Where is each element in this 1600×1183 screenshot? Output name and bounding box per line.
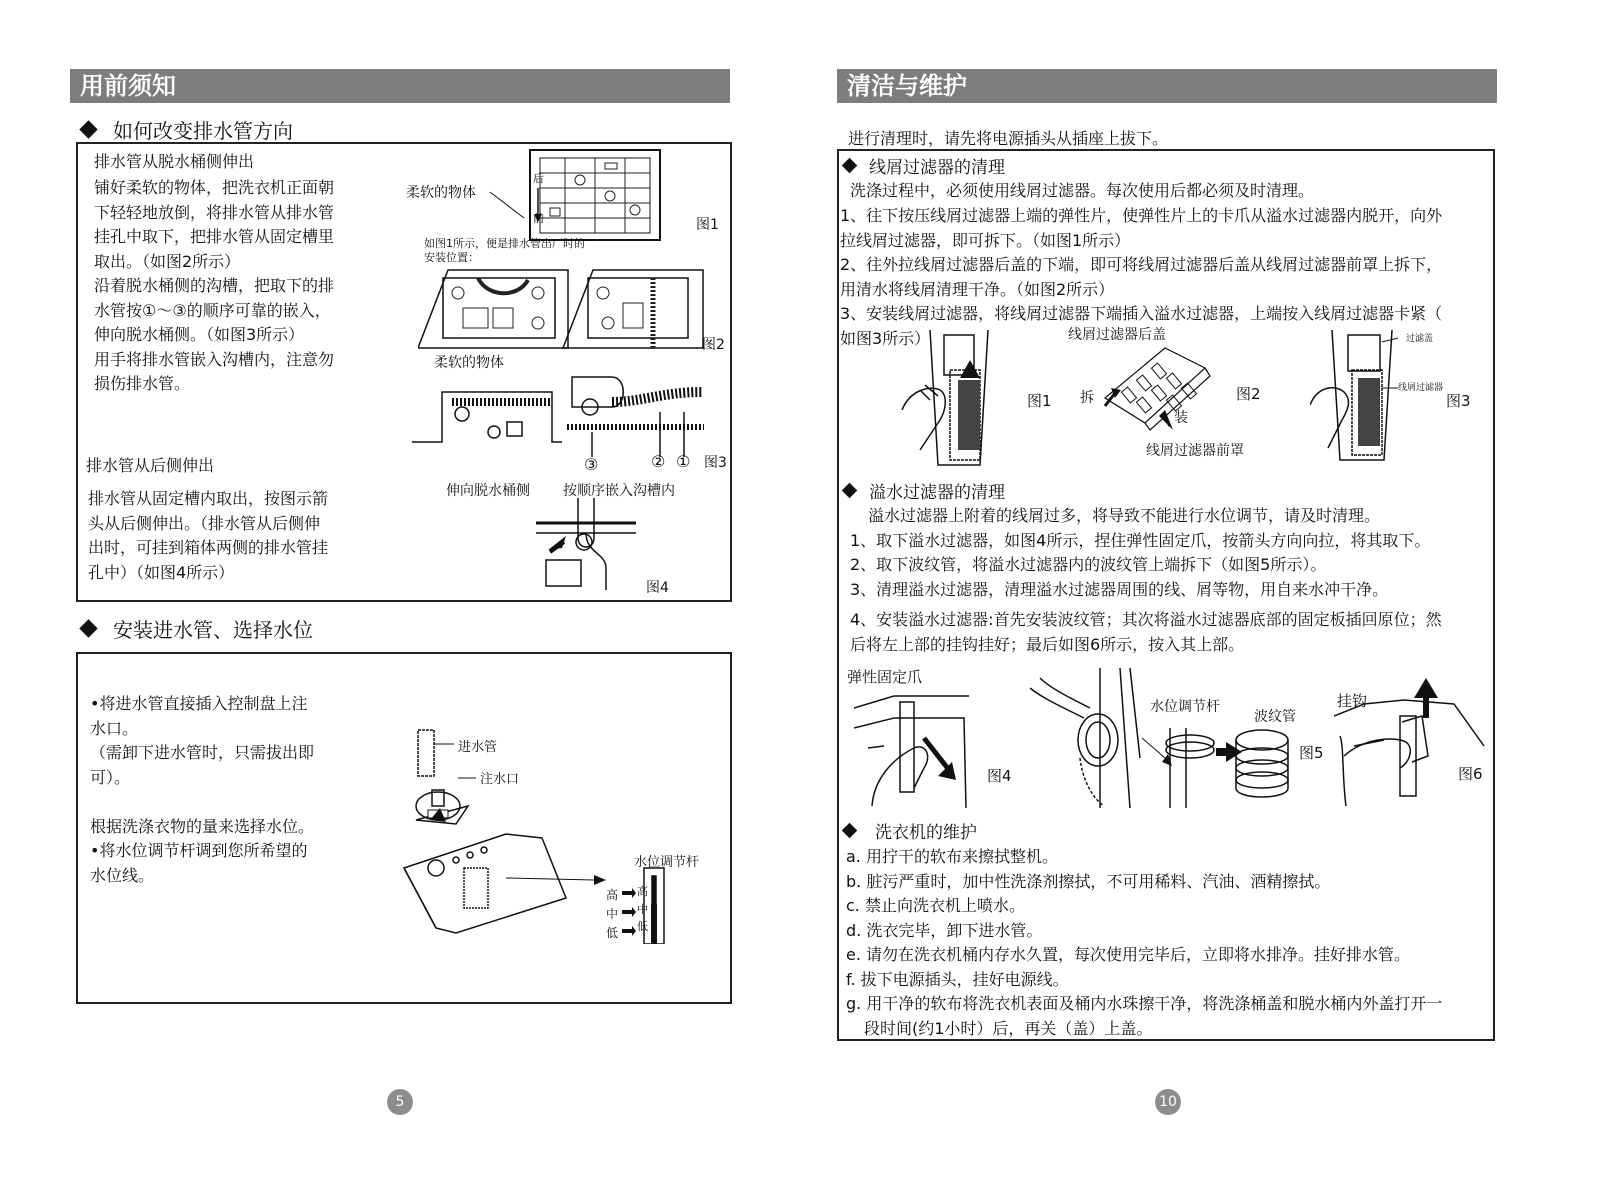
section-heading-overflow-filter <box>838 478 1005 503</box>
left-page-number: 5 <box>387 1089 413 1115</box>
text-line: 可）。 <box>90 767 131 787</box>
maintenance-line-a: a. 用拧干的软布来擦拭整机。 <box>846 847 1058 866</box>
diamond-bullet-icon <box>842 158 858 174</box>
maintenance-line-b: b. 脏污严重时，加中性洗涤剂擦拭，不可用稀料、汽油、酒精擦拭。 <box>846 872 1331 891</box>
section-heading-text: 如何改变排水管方向 <box>113 119 293 143</box>
label-elastic-claw: 弹性固定爪 <box>847 668 923 686</box>
label-bellows: 波纹管 <box>1254 709 1296 725</box>
figure-lint-2-disassemble <box>1095 338 1215 438</box>
right-page-number: 10 <box>1155 1089 1181 1115</box>
section-heading-text: 溢水过滤器的清理 <box>869 483 1005 503</box>
text-line: 头从后侧伸出。（排水管从后侧伸 <box>88 513 321 533</box>
label-water-level-lever: 水位调节杆 <box>634 855 700 870</box>
note-line: 如图1所示，便是排水管出厂时的 <box>424 237 585 250</box>
lint-line-5: 3、安装线屑过滤器，将线屑过滤器下端插入溢水过滤器，上端按入线屑过滤器卡紧（ <box>840 304 1443 323</box>
text-line: 下轻轻地放倒，将排水管从排水管 <box>94 202 335 222</box>
figure-overflow-4-claw <box>854 688 974 808</box>
maintenance-line-g: g. 用干净的软布将洗衣机表面及桶内水珠擦干净，将洗涤桶盖和脱水桶内外盖打开一 <box>846 994 1443 1013</box>
figure-1-caption: 图1 <box>696 217 719 233</box>
left-page-title: 用前须知 <box>70 69 730 103</box>
level-arrows <box>620 886 636 940</box>
lint-figure-1-caption: 图1 <box>1027 392 1052 410</box>
maintenance-line-c: c. 禁止向洗衣机上喷水。 <box>846 896 1025 915</box>
maintenance-line-d: d. 洗衣完毕，卸下进水管。 <box>846 921 1043 940</box>
label-lint-rear-cover: 线屑过滤器后盖 <box>1068 327 1166 343</box>
maintenance-line-e: e. 请勿在洗衣机桶内存水久置，每次使用完毕后，立即将水排净。挂好排水管。 <box>846 945 1411 964</box>
section-heading-drain-direction <box>76 115 293 144</box>
text-line: •将进水管直接插入控制盘上注 <box>90 694 308 713</box>
overflow-line-2: 2、取下波纹管，将溢水过滤器内的波纹管上端拆下（如图5所示）。 <box>850 555 1327 574</box>
diamond-bullet-icon <box>79 120 97 138</box>
section-heading-lint-filter <box>838 153 1005 178</box>
text-line: 用手将排水管嵌入沟槽内，注意勿 <box>94 349 335 369</box>
text-line: 取出。（如图2所示） <box>94 251 241 271</box>
inlet-paragraph <box>90 692 314 888</box>
figure-4-rear-outlet <box>536 498 636 596</box>
overflow-figure-4-caption: 图4 <box>987 767 1012 785</box>
lever-scale-high: 高 <box>637 885 648 898</box>
lint-figure-2-caption: 图2 <box>1236 385 1261 403</box>
soft-object-pointer-line <box>488 190 528 222</box>
lint-figure-3-caption: 图3 <box>1446 392 1471 410</box>
step-3-marker: ③ <box>584 455 599 474</box>
lint-line-1: 1、往下按压线屑过滤器上端的弹性片，使弹性片上的卡爪从溢水过滤器内脱开，向外 <box>840 206 1443 225</box>
text-line: 孔中）（如图4所示） <box>88 562 235 582</box>
maintenance-line-f: f. 拔下电源插头，挂好电源线。 <box>846 970 1069 989</box>
text-line: 排水管从固定槽内取出，按图示箭 <box>88 489 329 508</box>
label-install: 装 <box>1174 410 1188 426</box>
figure-overflow-5-bellows <box>1020 668 1310 808</box>
text-line: 伸向脱水桶侧。（如图3所示） <box>94 325 305 344</box>
text-line: 水管按①～③的顺序可靠的嵌入， <box>94 300 331 320</box>
cleaning-intro: 进行清理时，请先将电源插头从插座上拔下。 <box>848 129 1169 148</box>
diamond-bullet-icon <box>79 619 97 637</box>
overflow-figure-5-caption: 图5 <box>1299 744 1324 762</box>
label-soft-object-1: 柔软的物体 <box>406 185 476 201</box>
diamond-bullet-icon <box>842 823 858 839</box>
right-page-title: 清洁与维护 <box>837 69 1497 103</box>
label-hook: 挂钩 <box>1337 692 1368 710</box>
text-line: 沿着脱水桶侧的沟槽，把取下的排 <box>94 276 335 295</box>
text-line: •将水位调节杆调到您所希望的 <box>90 841 308 860</box>
text-line: 水位线。 <box>90 865 155 885</box>
overflow-line-5: 后将左上部的挂钩挂好；最后如图6所示，按入其上部。 <box>850 635 1245 654</box>
overflow-line-4: 4、安装溢水过滤器:首先安装波纹管；其次将溢水过滤器底部的固定板插回原位；然 <box>850 610 1442 629</box>
figure-4-caption: 图4 <box>646 580 669 596</box>
label-lint-front-cover: 线屑过滤器前罩 <box>1146 443 1244 459</box>
label-filter-cap: 过滤盖 <box>1406 334 1434 344</box>
section-heading-text: 洗衣机的维护 <box>875 823 977 843</box>
label-level-high: 高 <box>606 888 619 902</box>
text-line: 根据洗涤衣物的量来选择水位。 <box>90 816 315 836</box>
section-heading-inlet-water-level <box>76 614 313 643</box>
lint-line-4: 用清水将线屑清理干净。（如图2所示） <box>840 280 1115 299</box>
text-line: （需卸下进水管时，只需拔出即 <box>90 743 315 762</box>
maintenance-line-g2: 段时间(约1小时）后，再关（盖）上盖。 <box>864 1019 1153 1038</box>
drain-rear-paragraph <box>88 487 328 585</box>
figure-lint-1-remove <box>900 330 990 470</box>
label-remove: 拆 <box>1080 390 1094 406</box>
text-line: 水口。 <box>90 718 139 738</box>
figure-2-caption: 图2 <box>702 337 725 353</box>
figure-1-note <box>424 237 585 265</box>
drain-rear-subheading: 排水管从后侧伸出 <box>86 456 215 475</box>
step-2-marker: ② <box>651 452 666 471</box>
section-heading-maintenance <box>838 818 977 843</box>
label-back: 后 <box>533 172 544 185</box>
label-inlet-pipe: 进水管 <box>458 740 498 755</box>
step-1-marker: ① <box>676 452 691 471</box>
overflow-line-0: 溢水过滤器上附着的线屑过多，将导致不能进行水位调节，请及时清理。 <box>868 506 1381 525</box>
overflow-line-1: 1、取下溢水过滤器，如图4所示，捏住弹性固定爪，按箭头方向向拉，将其取下。 <box>850 531 1431 550</box>
lint-line-6: 如图3所示） <box>840 329 931 348</box>
text-line: 损伤排水管。 <box>94 374 191 393</box>
lint-line-2: 拉线屑过滤器，即可拆下。（如图1所示） <box>840 231 1131 250</box>
figure-1-machine-laid-down <box>520 148 670 244</box>
label-lint-filter-small: 线屑过滤器 <box>1398 383 1444 393</box>
label-level-lever-2: 水位调节杆 <box>1150 699 1220 715</box>
overflow-figure-6-caption: 图6 <box>1458 765 1483 783</box>
text-line: 出时，可挂到箱体两侧的排水管挂 <box>88 538 329 557</box>
text-line: 铺好柔软的物体，把洗衣机正面朝 <box>94 178 335 197</box>
lint-line-3: 2、往外拉线屑过滤器后盖的下端，即可将线屑过滤器后盖从线屑过滤器前罩上拆下， <box>840 255 1443 274</box>
figure-3-caption: 图3 <box>704 455 727 471</box>
label-front: 前 <box>533 212 544 225</box>
note-line: 安装位置： <box>424 251 479 264</box>
text-line: 挂孔中取下，把排水管从固定槽里 <box>94 227 335 246</box>
lint-line-0: 洗涤过程中，必须使用线屑过滤器。每次使用后都必须及时清理。 <box>850 181 1315 200</box>
label-soft-object-2: 柔软的物体 <box>434 355 504 371</box>
figure-2-pipe-removal <box>418 268 708 352</box>
label-inlet-port: 注水口 <box>480 772 520 787</box>
section-heading-text: 线屑过滤器的清理 <box>869 158 1005 178</box>
label-level-mid: 中 <box>606 907 619 921</box>
figure-lint-3-install <box>1310 330 1400 464</box>
label-insert-in-order: 按顺序嵌入沟槽内 <box>563 483 675 499</box>
diamond-bullet-icon <box>842 483 858 499</box>
label-extend-to-spin-tub: 伸向脱水桶侧 <box>446 483 530 499</box>
section-heading-text: 安装进水管、选择水位 <box>113 618 313 642</box>
lever-scale-mid: 中 <box>637 903 648 916</box>
label-level-low: 低 <box>606 926 619 940</box>
lever-scale-low: 低 <box>637 920 648 933</box>
drain-side-paragraph <box>94 176 334 397</box>
overflow-line-3: 3、清理溢水过滤器，清理溢水过滤器周围的线、屑等物，用自来水冲干净。 <box>850 580 1389 599</box>
drain-side-subheading: 排水管从脱水桶侧伸出 <box>94 152 255 171</box>
text-line <box>90 790 314 815</box>
figure-3-pipe-groove <box>412 372 704 460</box>
